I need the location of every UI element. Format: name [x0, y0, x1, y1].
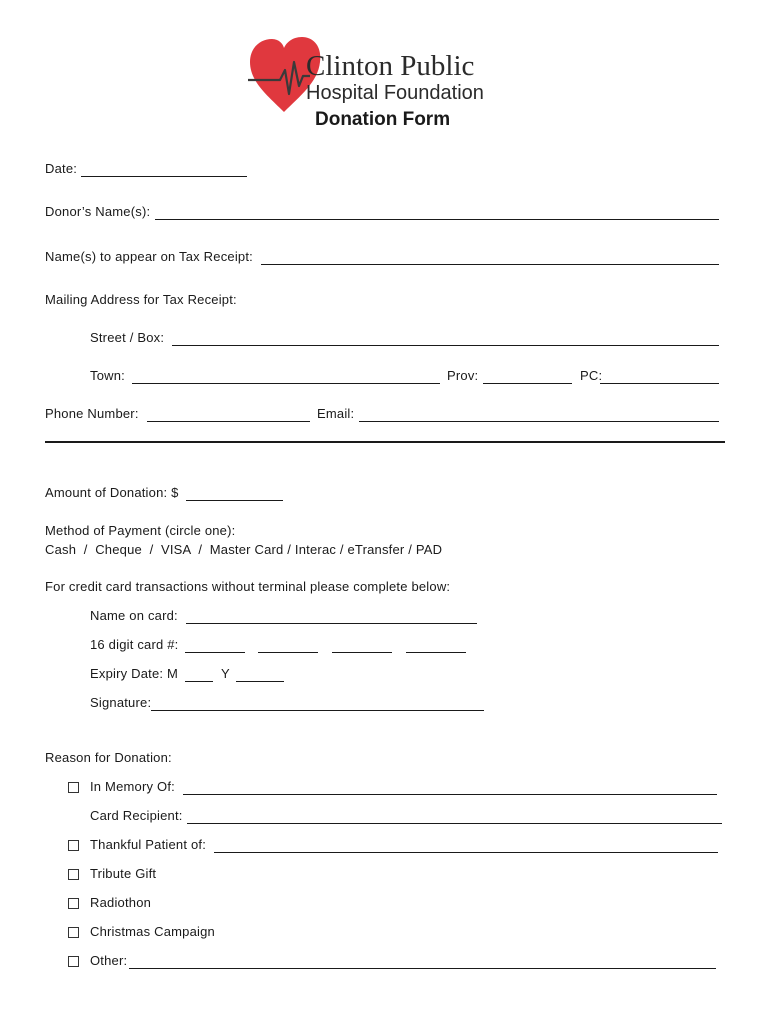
in-memory-checkbox[interactable]: [68, 782, 79, 793]
phone-label: Phone Number:: [45, 406, 139, 421]
logo-subtitle: Hospital Foundation: [306, 82, 484, 104]
signature-label: Signature:: [90, 695, 152, 710]
card-number-group-1[interactable]: [185, 652, 245, 653]
payment-methods-options[interactable]: Cash / Cheque / VISA / Master Card / Interac / eTransfer / PAD: [45, 542, 443, 557]
other-field[interactable]: [129, 968, 716, 969]
phone-field[interactable]: [147, 421, 310, 422]
expiry-month-field[interactable]: [185, 681, 213, 682]
tribute-gift-checkbox[interactable]: [68, 869, 79, 880]
amount-field[interactable]: [186, 500, 283, 501]
other-checkbox[interactable]: [68, 956, 79, 967]
card-number-group-4[interactable]: [406, 652, 466, 653]
date-label: Date:: [45, 161, 78, 176]
section-divider: [45, 441, 725, 443]
card-recipient-field[interactable]: [187, 823, 722, 824]
expiry-year-label: Y: [221, 666, 230, 681]
credit-card-intro: For credit card transactions without terminal please complete below:: [45, 579, 451, 594]
thankful-patient-label: Thankful Patient of:: [90, 837, 207, 852]
payment-method-label: Method of Payment (circle one):: [45, 523, 236, 538]
email-label: Email:: [317, 406, 355, 421]
form-title: Donation Form: [315, 109, 451, 130]
thankful-patient-checkbox[interactable]: [68, 840, 79, 851]
logo-name: Clinton Public: [306, 50, 475, 82]
prov-label: Prov:: [447, 368, 479, 383]
email-field[interactable]: [359, 421, 719, 422]
name-on-card-field[interactable]: [186, 623, 477, 624]
pc-field[interactable]: [600, 383, 719, 384]
christmas-campaign-label: Christmas Campaign: [90, 924, 215, 939]
mailing-address-label: Mailing Address for Tax Receipt:: [45, 292, 237, 307]
town-label: Town:: [90, 368, 125, 383]
card-number-label: 16 digit card #:: [90, 637, 179, 652]
logo: [244, 36, 504, 116]
in-memory-label: In Memory Of:: [90, 779, 175, 794]
other-label: Other:: [90, 953, 128, 968]
tax-receipt-names-field[interactable]: [261, 264, 719, 265]
thankful-patient-field[interactable]: [214, 852, 718, 853]
reason-heading: Reason for Donation:: [45, 750, 172, 765]
card-number-group-2[interactable]: [258, 652, 318, 653]
tax-receipt-names-label: Name(s) to appear on Tax Receipt:: [45, 249, 253, 264]
card-number-group-3[interactable]: [332, 652, 392, 653]
pc-label: PC:: [580, 368, 603, 383]
donor-names-label: Donor’s Name(s):: [45, 204, 151, 219]
street-label: Street / Box:: [90, 330, 165, 345]
card-recipient-label: Card Recipient:: [90, 808, 183, 823]
amount-label: Amount of Donation: $: [45, 485, 179, 500]
expiry-month-label: Expiry Date: M: [90, 666, 179, 681]
radiothon-label: Radiothon: [90, 895, 152, 910]
tribute-gift-label: Tribute Gift: [90, 866, 157, 881]
signature-field[interactable]: [151, 710, 484, 711]
date-field[interactable]: [81, 176, 247, 177]
donor-names-field[interactable]: [155, 219, 719, 220]
radiothon-checkbox[interactable]: [68, 898, 79, 909]
name-on-card-label: Name on card:: [90, 608, 178, 623]
street-field[interactable]: [172, 345, 719, 346]
expiry-year-field[interactable]: [236, 681, 284, 682]
town-field[interactable]: [132, 383, 440, 384]
prov-field[interactable]: [483, 383, 572, 384]
in-memory-field[interactable]: [183, 794, 717, 795]
christmas-campaign-checkbox[interactable]: [68, 927, 79, 938]
